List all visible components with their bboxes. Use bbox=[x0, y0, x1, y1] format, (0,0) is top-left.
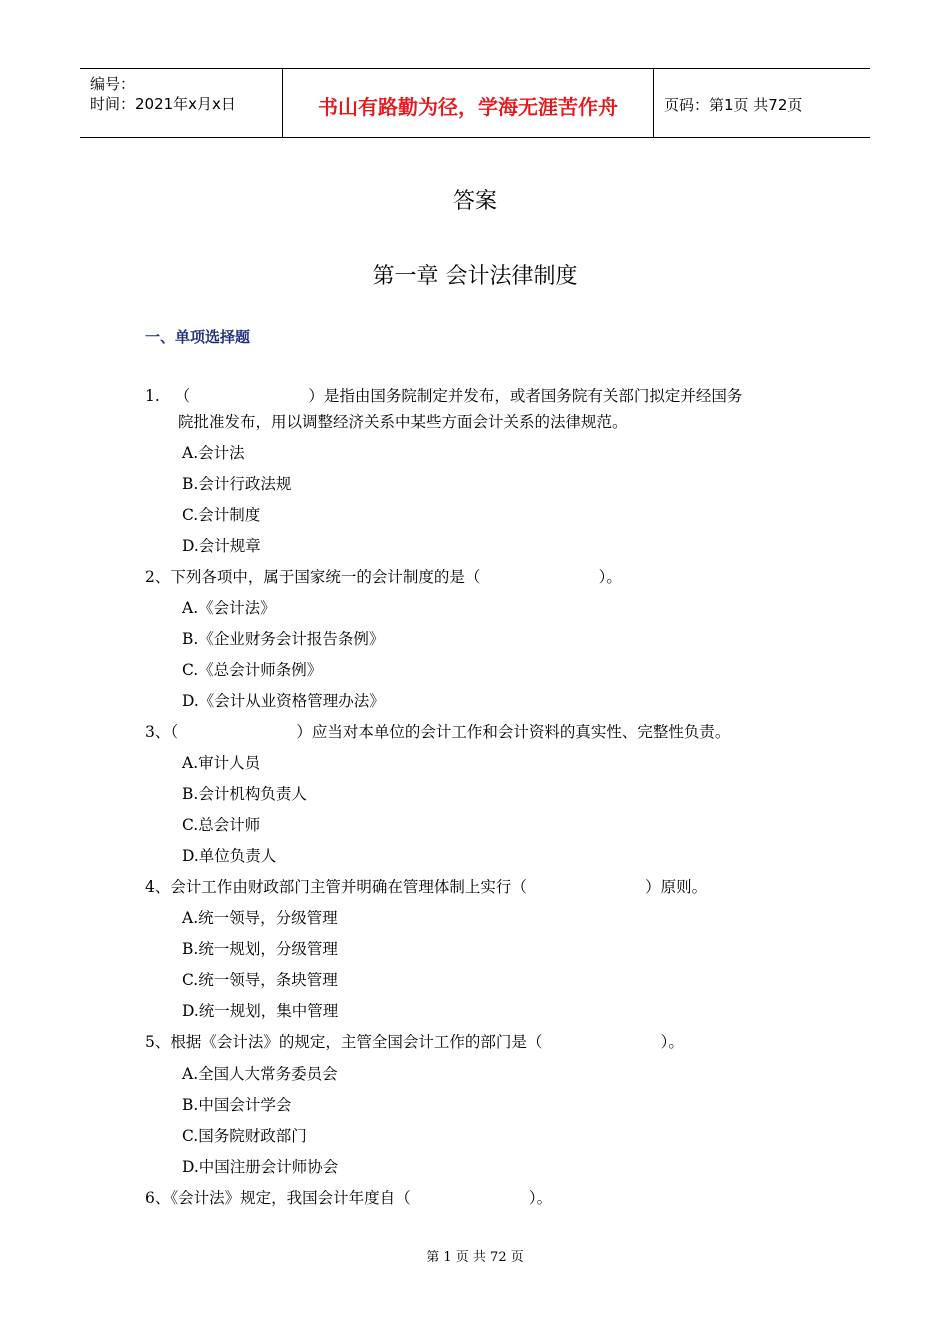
date-line: 时间：2021年x月x日 bbox=[90, 95, 236, 113]
question-5-option-b: B.中国会计学会 bbox=[182, 1096, 292, 1114]
header-page-cell bbox=[654, 69, 870, 137]
question-1-option-c: C.会计制度 bbox=[182, 506, 261, 524]
question-5-option-a: A.全国人大常务委员会 bbox=[182, 1065, 338, 1083]
page-footer: 第 1 页 共 72 页 bbox=[426, 1250, 524, 1265]
question-4-stem: 4、会计工作由财政部门主管并明确在管理体制上实行（ ）原则。 bbox=[145, 878, 708, 896]
chapter-title: 第一章 会计法律制度 bbox=[372, 264, 578, 289]
question-3-option-c: C.总会计师 bbox=[182, 816, 261, 834]
question-2-option-c: C.《总会计师条例》 bbox=[182, 661, 323, 679]
question-5-option-c: C.国务院财政部门 bbox=[182, 1127, 307, 1145]
question-5-option-d: D.中国注册会计师协会 bbox=[182, 1158, 339, 1176]
question-2-stem: 2、下列各项中，属于国家统一的会计制度的是（ ）。 bbox=[145, 568, 622, 586]
header-motto-cell bbox=[282, 69, 654, 137]
question-1-option-a: A.会计法 bbox=[182, 444, 245, 462]
question-4-option-c: C.统一领导，条块管理 bbox=[182, 971, 338, 989]
question-3-option-d: D.单位负责人 bbox=[182, 847, 277, 865]
section-title: 一、单项选择题 bbox=[145, 328, 251, 346]
question-1-line-1: 1. （ ）是指由国务院制定并发布，或者国务院有关部门拟定并经国务 bbox=[145, 387, 743, 405]
question-3-option-a: A.审计人员 bbox=[182, 754, 261, 772]
header-table bbox=[80, 68, 870, 138]
question-1-option-d: D.会计规章 bbox=[182, 537, 261, 555]
question-1-option-b: B.会计行政法规 bbox=[182, 475, 292, 493]
question-2-option-d: D.《会计从业资格管理办法》 bbox=[182, 692, 385, 710]
header-meta-cell bbox=[80, 69, 282, 137]
question-4-option-d: D.统一规划，集中管理 bbox=[182, 1002, 339, 1020]
question-2-option-b: B.《企业财务会计报告条例》 bbox=[182, 630, 385, 648]
question-4-option-b: B.统一规划，分级管理 bbox=[182, 940, 338, 958]
motto: 书山有路勤为径，学海无涯苦作舟 bbox=[318, 95, 618, 119]
question-3-option-b: B.会计机构负责人 bbox=[182, 785, 307, 803]
question-1-line-2: 院批准发布，用以调整经济关系中某些方面会计关系的法律规范。 bbox=[178, 413, 628, 431]
number-label: 编号： bbox=[90, 75, 136, 93]
question-4-option-a: A.统一领导，分级管理 bbox=[182, 909, 338, 927]
question-2-option-a: A.《会计法》 bbox=[182, 599, 276, 617]
doc-title: 答案 bbox=[452, 189, 497, 214]
page-info: 页码：第1页 共72页 bbox=[664, 96, 803, 114]
question-6-stem: 6、《会计法》规定，我国会计年度自（ ）。 bbox=[145, 1189, 553, 1207]
question-3-stem: 3、（ ）应当对本单位的会计工作和会计资料的真实性、完整性负责。 bbox=[145, 723, 731, 741]
question-5-stem: 5、根据《会计法》的规定，主管全国会计工作的部门是（ ）。 bbox=[145, 1033, 684, 1051]
